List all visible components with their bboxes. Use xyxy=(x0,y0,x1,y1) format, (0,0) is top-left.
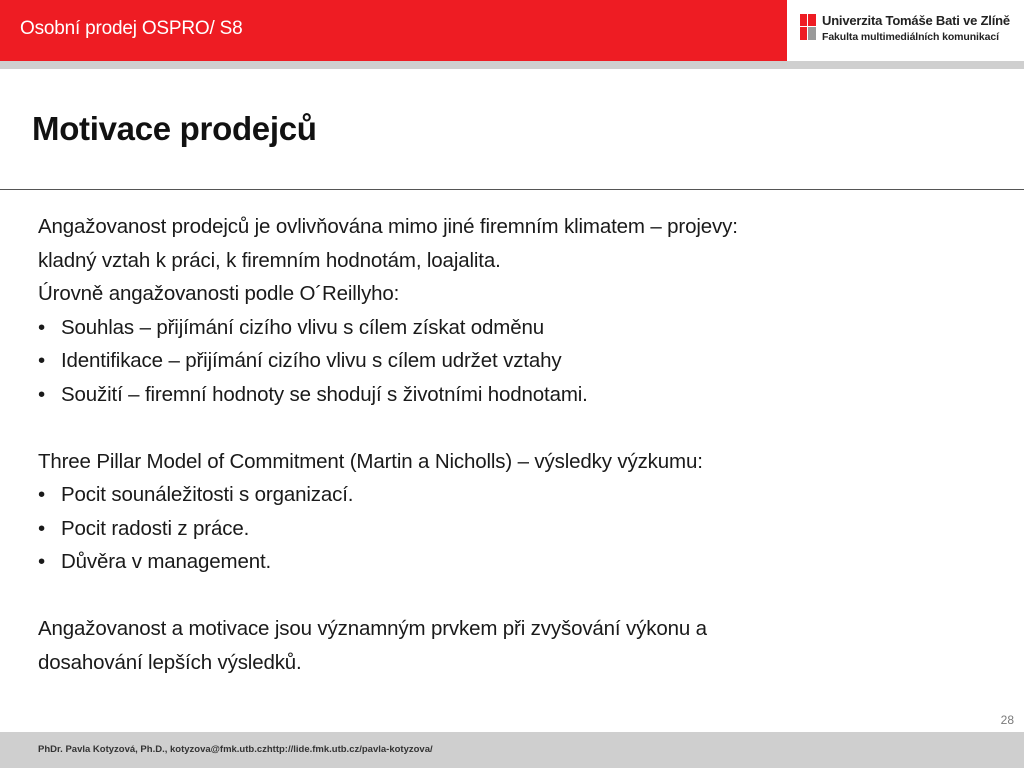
model-heading: Three Pillar Model of Commitment (Martin a Nicholls) – výsledky výzkumu: xyxy=(38,449,703,473)
list-item xyxy=(38,344,998,378)
conclusion-line-2: dosahování lepších výsledků. xyxy=(38,650,302,674)
footer-bar xyxy=(0,732,1024,768)
bullet-icon: • xyxy=(38,382,46,406)
list-item xyxy=(38,478,998,512)
course-title: Osobní prodej OSPRO/ S8 xyxy=(20,18,243,39)
bullet-icon: • xyxy=(38,315,46,339)
bullet-icon: • xyxy=(38,349,46,372)
paragraph-spacer xyxy=(38,579,998,613)
list-item xyxy=(38,311,998,345)
header-divider-strip xyxy=(0,61,1024,69)
bullet-icon: • xyxy=(38,516,46,540)
slide-title: Motivace prodejců xyxy=(32,110,317,147)
list-item-text: Soužití – firemní hodnoty se shodují s životními hodnotami. xyxy=(61,382,588,406)
university-name: Univerzita Tomáše Bati ve Zlíně xyxy=(822,13,1010,28)
university-logo xyxy=(800,12,1024,52)
utb-logo-icon xyxy=(800,14,816,40)
footer-author: PhDr. Pavla Kotyzová, Ph.D., kotyzova@fmk.utb.czhttp://lide.fmk.utb.cz/pavla-kotyzova/ xyxy=(38,744,433,755)
list-item xyxy=(38,545,998,579)
page-number: 28 xyxy=(1000,713,1014,727)
list-item-text: Identifikace – přijímání cizího vlivu s cílem udržet vztahy xyxy=(61,349,562,372)
list-item-text: Pocit radosti z práce. xyxy=(61,516,250,540)
bullet-icon: • xyxy=(38,550,46,573)
paragraph-spacer xyxy=(38,411,998,445)
faculty-name: Fakulta multimediálních komunikací xyxy=(822,31,999,43)
title-underline xyxy=(0,189,1024,190)
intro-line-2: kladný vztah k práci, k firemním hodnotám, loajalita. xyxy=(38,248,501,272)
bullet-icon: • xyxy=(38,483,46,506)
list-item-text: Důvěra v management. xyxy=(61,550,272,573)
levels-heading: Úrovně angažovanosti podle O´Reillyho: xyxy=(38,282,400,305)
conclusion-line-1: Angažovanost a motivace jsou významným prvkem při zvyšování výkonu a xyxy=(38,617,707,640)
header-bar xyxy=(0,0,787,61)
list-item-text: Souhlas – přijímání cizího vlivu s cílem získat odměnu xyxy=(61,315,544,339)
slide-body xyxy=(38,210,998,679)
intro-line-1: Angažovanost prodejců je ovlivňována mimo jiné firemním klimatem – projevy: xyxy=(38,215,738,238)
list-item xyxy=(38,512,998,546)
list-item-text: Pocit sounáležitosti s organizací. xyxy=(61,483,354,506)
list-item xyxy=(38,378,998,412)
